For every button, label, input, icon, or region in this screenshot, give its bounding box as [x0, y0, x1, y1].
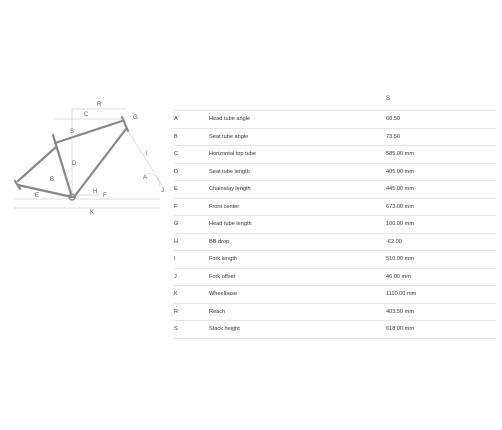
- table-body: [174, 111, 496, 339]
- table-row: [174, 304, 496, 322]
- diagram-label-a: A: [143, 175, 148, 181]
- row-measurement: Reach: [209, 308, 226, 315]
- head-angle-arc: [148, 173, 160, 187]
- top-tube: [55, 121, 122, 143]
- down-tube: [74, 129, 126, 197]
- table-row: [174, 216, 496, 234]
- row-value: 510.00 mm: [386, 256, 414, 262]
- table-row: [174, 129, 496, 147]
- row-code: A: [174, 116, 178, 122]
- geometry-table: [174, 94, 496, 339]
- row-code: D: [174, 168, 179, 175]
- row-measurement: Stack height: [209, 326, 240, 332]
- diagram-label-g: G: [133, 115, 138, 121]
- row-code: R: [174, 308, 179, 315]
- row-measurement: BB drop: [209, 238, 230, 245]
- row-code: E: [174, 186, 178, 192]
- table-row: [174, 321, 496, 339]
- row-code: H: [174, 238, 179, 245]
- row-measurement: Chainstay length: [209, 186, 251, 192]
- diagram-label-b: B: [50, 177, 55, 183]
- row-code: C: [174, 151, 179, 157]
- table-header: [174, 94, 496, 111]
- seat-tube: [53, 135, 72, 197]
- diagram-label-r: R: [97, 102, 102, 108]
- row-measurement: Head tube length: [209, 221, 252, 227]
- row-value: 585.00 mm: [386, 151, 414, 157]
- diagram-label-c: C: [84, 112, 89, 118]
- row-value: 445.00 mm: [386, 186, 414, 192]
- row-value: 100.00 mm: [386, 221, 414, 227]
- table-row: [174, 164, 496, 182]
- diagram-label-k: K: [90, 210, 95, 216]
- row-value: 673.00 mm: [386, 203, 414, 210]
- table-row: [174, 269, 496, 287]
- diagram-label-f: F: [103, 193, 107, 199]
- row-code: I: [174, 256, 176, 262]
- size-column-header: S: [386, 96, 391, 102]
- row-measurement: Fork offset: [209, 273, 236, 280]
- row-value: 46.00 mm: [386, 273, 411, 280]
- table-row: [174, 251, 496, 269]
- row-measurement: Horizontal top tube: [209, 151, 256, 157]
- row-code: J: [174, 273, 177, 280]
- row-measurement: Front center: [209, 203, 240, 210]
- table-row: [174, 234, 496, 252]
- row-measurement: Seat tube length: [209, 168, 250, 175]
- row-value: 73.50: [386, 133, 400, 140]
- table-row: [174, 111, 496, 129]
- row-measurement: Fork length: [209, 256, 237, 262]
- row-value: 1110.00 mm: [386, 291, 417, 297]
- row-code: B: [174, 133, 178, 140]
- row-code: F: [174, 203, 178, 210]
- diagram-label-d: D: [72, 161, 77, 167]
- row-measurement: Wheelbase: [209, 291, 237, 297]
- row-code: S: [174, 326, 178, 332]
- seat-stay: [18, 147, 56, 181]
- diagram-label-s: S: [70, 129, 75, 135]
- chain-stay: [18, 185, 72, 197]
- table-row: [174, 286, 496, 304]
- diagram-label-h: H: [93, 189, 98, 195]
- table-row: [174, 181, 496, 199]
- row-value: 68.50: [386, 116, 400, 122]
- diagram-label-j: J: [161, 188, 164, 194]
- frame-geometry-svg: [0, 95, 172, 220]
- row-code: G: [174, 221, 179, 227]
- row-value: 403.50 mm: [386, 308, 414, 315]
- row-value: -62.00: [386, 238, 402, 245]
- row-measurement: Seat tube angle: [209, 133, 249, 140]
- diagram-label-i: I: [146, 151, 148, 157]
- row-value: 618.00 mm: [386, 326, 414, 332]
- table-row: [174, 199, 496, 217]
- frame-geometry-diagram: [0, 95, 172, 220]
- row-measurement: Head tube angle: [209, 116, 251, 122]
- row-value: 405.00 mm: [386, 168, 414, 175]
- row-code: K: [174, 291, 178, 297]
- table-row: [174, 146, 496, 164]
- diagram-label-e: E: [35, 193, 40, 199]
